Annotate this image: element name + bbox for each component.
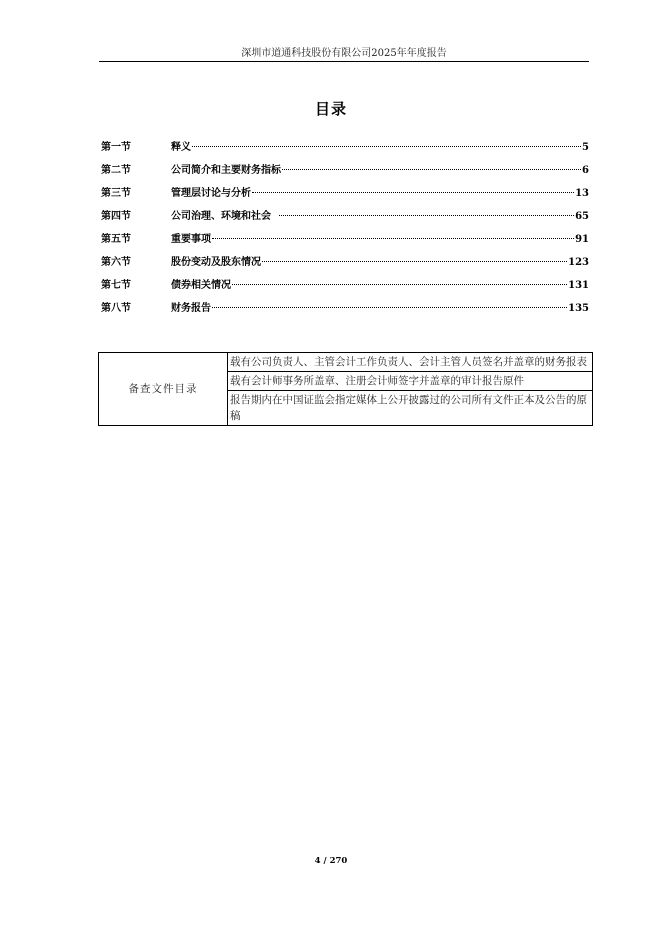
toc-entry[interactable] <box>101 161 589 184</box>
toc-section-title[interactable]: 公司简介和主要财务指标 <box>171 165 281 176</box>
toc-page-number[interactable]: 5 <box>582 142 589 153</box>
toc-section-title[interactable]: 释义 <box>171 142 191 153</box>
toc-section-number: 第七节 <box>101 280 131 291</box>
toc-section-title[interactable]: 重要事项 <box>171 234 211 245</box>
toc-entry[interactable] <box>101 253 589 276</box>
page-title: 目录 <box>314 100 347 118</box>
toc-dot-leader <box>282 169 581 170</box>
toc-page-number[interactable]: 65 <box>575 211 589 222</box>
toc-section-title[interactable]: 公司治理、环境和社会 <box>171 211 271 222</box>
toc-dot-leader <box>232 284 567 285</box>
toc-dot-leader <box>192 146 581 147</box>
toc-section-title[interactable]: 债券相关情况 <box>171 280 231 291</box>
toc-section-title[interactable]: 股份变动及股东情况 <box>171 257 261 268</box>
toc-dot-leader <box>212 307 567 308</box>
toc-section-number: 第三节 <box>101 188 131 199</box>
toc-page-number[interactable]: 13 <box>575 188 589 199</box>
toc-page-number[interactable]: 123 <box>568 257 589 268</box>
toc-dot-leader <box>212 238 574 239</box>
toc-section-number: 第五节 <box>101 234 131 245</box>
table-of-contents <box>101 138 589 322</box>
toc-entry[interactable] <box>101 184 589 207</box>
header-divider <box>99 61 589 62</box>
reference-doc-item: 载有会计师事务所盖章、注册会计师签字并盖章的审计报告原件 <box>228 372 593 391</box>
reference-documents-table <box>98 352 593 426</box>
toc-dot-leader <box>252 192 574 193</box>
toc-section-number: 第二节 <box>101 165 131 176</box>
toc-entry[interactable] <box>101 207 589 230</box>
page-header: 深圳市道通科技股份有限公司2025年年度报告 <box>241 48 447 59</box>
toc-entry[interactable] <box>101 276 589 299</box>
reference-docs-label: 备查文件目录 <box>99 353 228 426</box>
toc-page-number[interactable]: 91 <box>575 234 589 245</box>
toc-page-number[interactable]: 131 <box>568 280 589 291</box>
toc-dot-leader <box>279 215 574 216</box>
toc-entry[interactable] <box>101 138 589 161</box>
toc-dot-leader <box>262 261 567 262</box>
reference-doc-item: 载有公司负责人、主管会计工作负责人、会计主管人员签名并盖章的财务报表 <box>228 353 593 372</box>
toc-page-number[interactable]: 135 <box>568 303 589 314</box>
toc-section-number: 第六节 <box>101 257 131 268</box>
reference-doc-item: 报告期内在中国证监会指定媒体上公开披露过的公司所有文件正本及公告的原稿 <box>228 391 593 426</box>
toc-page-number[interactable]: 6 <box>582 165 589 176</box>
toc-section-number: 第八节 <box>101 303 131 314</box>
toc-entry[interactable] <box>101 230 589 253</box>
toc-section-title[interactable]: 财务报告 <box>171 303 211 314</box>
table-row <box>99 353 593 372</box>
page-number-footer: 4 / 270 <box>314 856 348 866</box>
toc-entry[interactable] <box>101 299 589 322</box>
toc-section-title[interactable]: 管理层讨论与分析 <box>171 188 251 199</box>
toc-section-number: 第四节 <box>101 211 131 222</box>
toc-section-number: 第一节 <box>101 142 131 153</box>
